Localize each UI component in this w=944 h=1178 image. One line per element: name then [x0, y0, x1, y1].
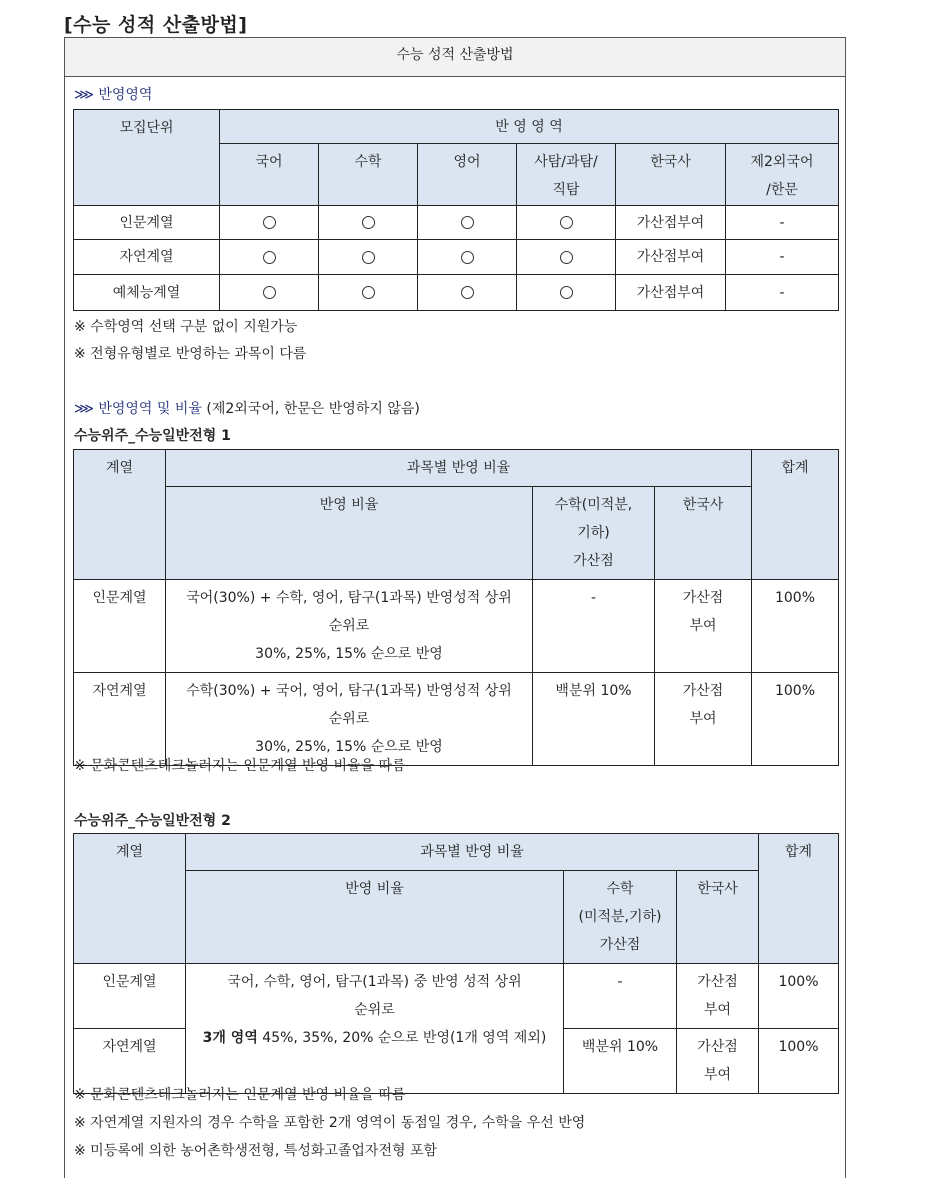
row-math: 백분위 10% [564, 1029, 677, 1094]
note: ※ 문화콘텐츠테크놀러지는 인문계열 반영 비율을 따름 [74, 758, 406, 774]
section3-label: 수능위주_수능일반전형 2 [74, 813, 231, 829]
korean-history-value: 가산점부여 [616, 240, 726, 275]
row-total: 100% [759, 964, 839, 1029]
row-total: 100% [752, 673, 839, 766]
row-math: - [564, 964, 677, 1029]
table-row [74, 964, 839, 1029]
section1-heading: ⋙ 반영영역 [74, 87, 153, 103]
row-total: 100% [752, 580, 839, 673]
row-field: 자연계열 [74, 673, 166, 766]
circle-mark-icon [362, 251, 375, 264]
subject-foreign-language: 제2외국어 /한문 [726, 144, 839, 206]
table-row [74, 673, 839, 766]
note: ※ 자연계열 지원자의 경우 수학을 포함한 2개 영역이 동점일 경우, 수학을 우선 반영 [74, 1115, 586, 1131]
circle-mark-icon [560, 286, 573, 299]
circle-mark-icon [461, 251, 474, 264]
row-history: 가산점 부여 [655, 673, 752, 766]
h-group: 과목별 반영 비율 [166, 450, 752, 487]
h-ratio: 반영 비율 [166, 487, 533, 580]
h-field: 계열 [74, 450, 166, 580]
row-field: 인문계열 [74, 580, 166, 673]
page-title: [수능 성적 산출방법] [64, 14, 248, 36]
row-history: 가산점 부여 [677, 964, 759, 1029]
note: ※ 수학영역 선택 구분 없이 지원가능 [74, 319, 298, 335]
frame-header: 수능 성적 산출방법 [65, 38, 845, 77]
col-group: 반 영 영 역 [220, 110, 839, 144]
row-unit: 자연계열 [74, 240, 220, 275]
row-history: 가산점 부여 [655, 580, 752, 673]
circle-mark-icon [263, 216, 276, 229]
row-math: - [533, 580, 655, 673]
circle-mark-icon [362, 286, 375, 299]
row-unit: 인문계열 [74, 206, 220, 240]
note: ※ 전형유형별로 반영하는 과목이 다름 [74, 346, 307, 362]
circle-mark-icon [263, 251, 276, 264]
circle-mark-icon [263, 286, 276, 299]
ratio-bold: 3개 영역 [202, 1030, 258, 1046]
circle-mark-icon [461, 286, 474, 299]
col-unit: 모집단위 [74, 110, 220, 206]
h-korean-history: 한국사 [677, 871, 759, 964]
note: ※ 문화콘텐츠테크놀러지는 인문계열 반영 비율을 따름 [74, 1087, 406, 1103]
note: ※ 미등록에 의한 농어촌학생전형, 특성화고졸업자전형 포함 [74, 1143, 438, 1159]
table-ratio-2 [73, 833, 839, 1094]
row-math: 백분위 10% [533, 673, 655, 766]
circle-mark-icon [362, 216, 375, 229]
row-field: 자연계열 [74, 1029, 186, 1094]
row-field: 인문계열 [74, 964, 186, 1029]
foreign-value: - [726, 206, 839, 240]
section2-heading-paren: (제2외국어, 한문은 반영하지 않음) [206, 401, 420, 417]
table-ratio-1 [73, 449, 839, 766]
h-math-bonus: 수학(미적분, 기하) 가산점 [533, 487, 655, 580]
circle-mark-icon [560, 216, 573, 229]
korean-history-value: 가산점부여 [616, 206, 726, 240]
row-ratio: 국어, 수학, 영어, 탐구(1과목) 중 반영 성적 상위 순위로 3개 영역 45%, 35%, 20% 순으로 반영(1개 영역 제외) [186, 964, 564, 1094]
h-total: 합계 [759, 834, 839, 964]
h-field: 계열 [74, 834, 186, 964]
table-row [74, 206, 839, 240]
row-history: 가산점 부여 [677, 1029, 759, 1094]
section2-label: 수능위주_수능일반전형 1 [74, 428, 231, 444]
row-ratio: 국어(30%) + 수학, 영어, 탐구(1과목) 반영성적 상위 순위로 30%, 25%, 15% 순으로 반영 [166, 580, 533, 673]
subject-math: 수학 [319, 144, 418, 206]
h-math-bonus: 수학 (미적분,기하) 가산점 [564, 871, 677, 964]
table-reflection-areas [73, 109, 839, 311]
foreign-value: - [726, 240, 839, 275]
h-ratio: 반영 비율 [186, 871, 564, 964]
korean-history-value: 가산점부여 [616, 275, 726, 311]
circle-mark-icon [461, 216, 474, 229]
table-row [74, 580, 839, 673]
subject-korean: 국어 [220, 144, 319, 206]
h-total: 합계 [752, 450, 839, 580]
row-unit: 예체능계열 [74, 275, 220, 311]
circle-mark-icon [560, 251, 573, 264]
h-group: 과목별 반영 비율 [186, 834, 759, 871]
row-ratio: 수학(30%) + 국어, 영어, 탐구(1과목) 반영성적 상위 순위로 30%, 25%, 15% 순으로 반영 [166, 673, 533, 766]
content-frame [64, 37, 846, 1178]
subject-inquiry: 사탐/과탐/ 직탐 [517, 144, 616, 206]
h-korean-history: 한국사 [655, 487, 752, 580]
foreign-value: - [726, 275, 839, 311]
table-row [74, 240, 839, 275]
subject-korean-history: 한국사 [616, 144, 726, 206]
table-row [74, 275, 839, 311]
section2-heading: ⋙ 반영영역 및 비율 (제2외국어, 한문은 반영하지 않음) [74, 401, 420, 417]
row-total: 100% [759, 1029, 839, 1094]
subject-english: 영어 [418, 144, 517, 206]
